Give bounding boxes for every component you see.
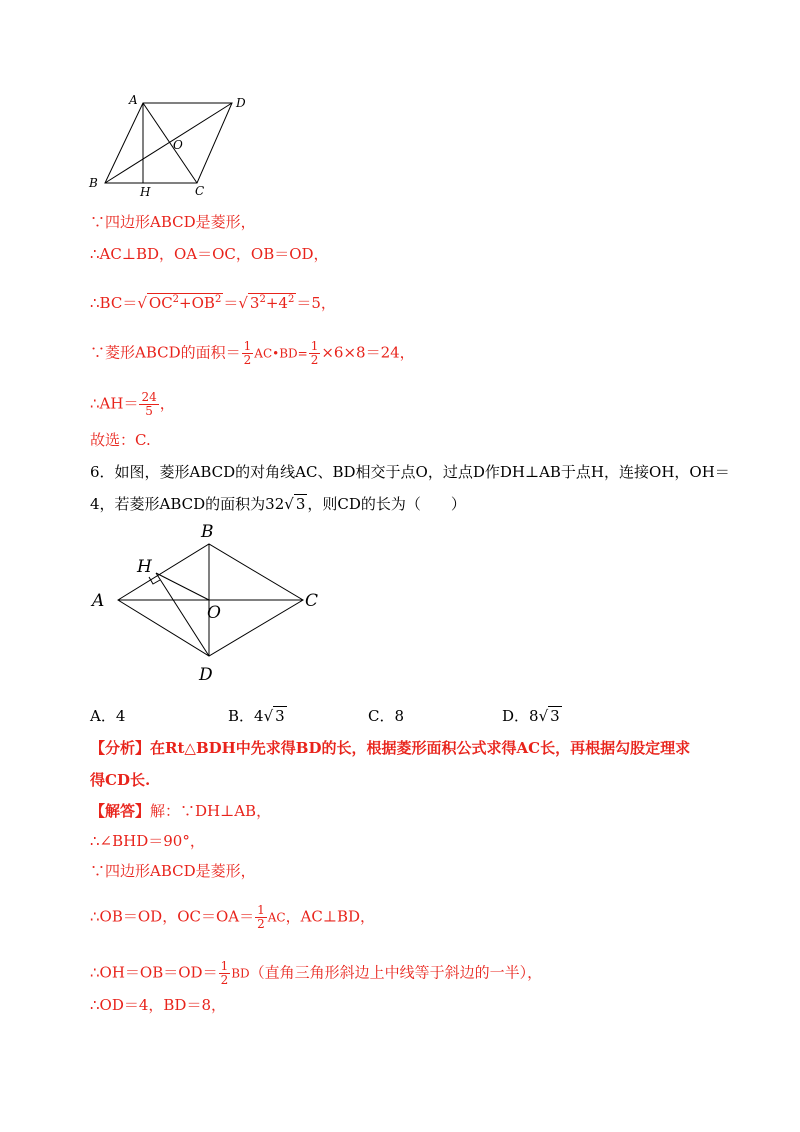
label-H: H xyxy=(140,185,151,199)
option-d: D．8√ 3 xyxy=(502,707,560,725)
label-C: C xyxy=(195,184,205,198)
label-O: O xyxy=(173,138,183,152)
prev-line-5: ∴AH＝ $\frac{24}{5}$ ， xyxy=(90,390,175,418)
sqrt-3: √ 3 xyxy=(284,495,306,513)
fraction-half: $\frac{1}{2}$ xyxy=(310,339,319,367)
solution-line-4: ∴OB＝OD，OC＝OA＝ $\frac{1}{2}$ AC，AC⊥BD， xyxy=(90,903,376,931)
fraction-half: $\frac{1}{2}$ xyxy=(243,339,252,367)
analysis-line-1: 【分析】在Rt△BDH中先求得BD的长，根据菱形面积公式求得AC长，再根据勾股定理求 xyxy=(90,739,691,757)
solution-line-1: 【解答】解：∵DH⊥AB， xyxy=(90,802,272,820)
prev-line-2: ∴AC⊥BD，OA＝OC，OB＝OD， xyxy=(90,245,329,263)
option-a: A．4 xyxy=(90,707,126,725)
label-C: C xyxy=(305,591,319,611)
sqrt-3: √ 3 xyxy=(538,707,560,725)
question-6-line-1: 6．如图，菱形ABCD的对角线AC、BD相交于点O，过点D作DH⊥AB于点H，连接OH，OH＝ xyxy=(90,463,730,481)
fraction-half: $\frac{1}{2}$ xyxy=(220,959,229,987)
sqrt-1: √ $OC^2+OB^2$ xyxy=(137,294,222,312)
sqrt-3: √ 3 xyxy=(263,707,285,725)
rhombus-figure-1 xyxy=(80,90,260,200)
rhombus-figure-2 xyxy=(85,515,330,690)
solution-tag: 【解答】 xyxy=(90,802,151,820)
prev-line-1: ∵四边形ABCD是菱形， xyxy=(90,213,256,231)
fraction-24-5: $\frac{24}{5}$ xyxy=(141,390,157,418)
fraction-half: $\frac{1}{2}$ xyxy=(257,903,265,931)
label-B: B xyxy=(201,522,214,542)
label-H: H xyxy=(137,557,152,577)
sqrt-2: √ $3^2+4^2$ xyxy=(238,294,295,312)
label-A: A xyxy=(129,93,138,107)
option-b: B．4√ 3 xyxy=(228,707,285,725)
analysis-tag: 【分析】 xyxy=(90,739,151,757)
label-O: O xyxy=(207,603,221,623)
solution-line-3: ∵四边形ABCD是菱形， xyxy=(90,862,256,880)
prev-line-4: ∵菱形ABCD的面积＝ $\frac{1}{2}$ AC•BD= $\frac{1}{2}$ ×6×8＝24， xyxy=(90,339,415,367)
solution-line-6: ∴OD＝4，BD＝8， xyxy=(90,996,227,1014)
solution-line-2: ∴∠BHD＝90°， xyxy=(90,832,205,850)
label-D: D xyxy=(236,96,246,110)
prev-line-3: ∴BC＝√ $OC^2+OB^2$ ＝√ $3^2+4^2 =5$， xyxy=(90,290,336,313)
solution-line-5: ∴OH＝OB＝OD＝ $\frac{1}{2}$ BD（直角三角形斜边上中线等于斜边的一半）， xyxy=(90,959,543,987)
analysis-line-2: 得CD长. xyxy=(90,771,151,789)
label-D: D xyxy=(199,665,213,685)
label-B: B xyxy=(89,176,98,190)
label-A: A xyxy=(92,591,105,611)
option-c: C．8 xyxy=(368,707,405,725)
question-6-line-2: 4，若菱形ABCD的面积为32√ 3 ，则CD的长为（ ） xyxy=(90,495,466,513)
prev-answer: 故选：C. xyxy=(90,431,151,449)
